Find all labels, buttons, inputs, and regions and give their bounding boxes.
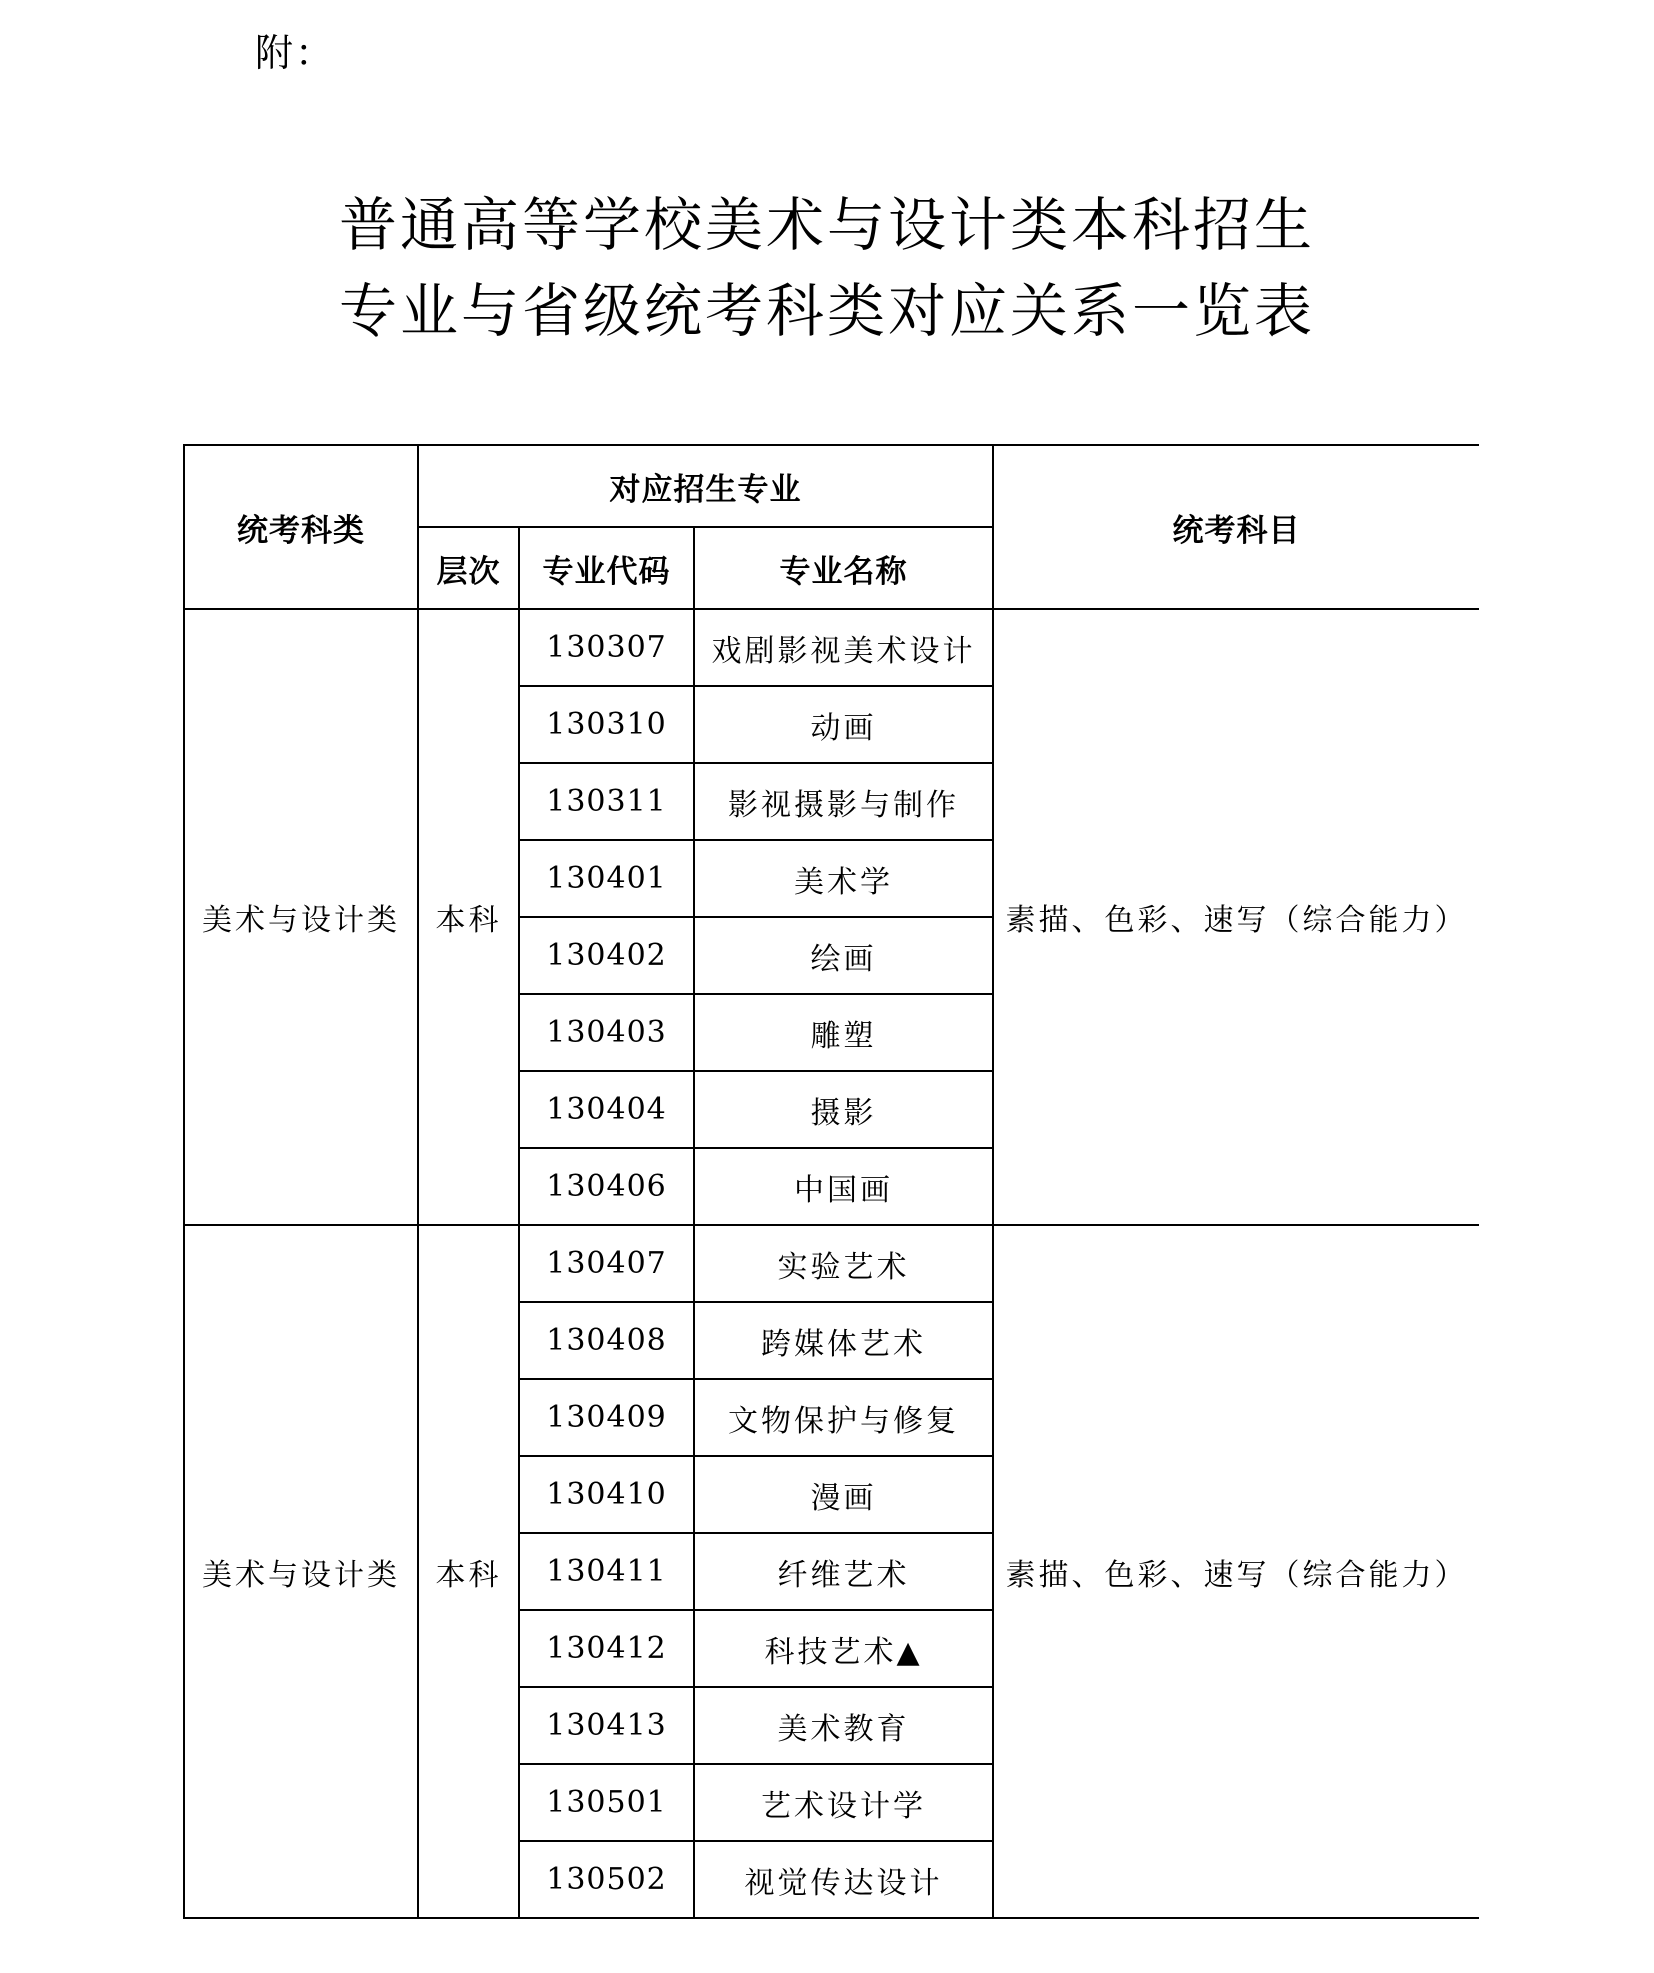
- major-code-cell: 130502: [519, 1841, 694, 1918]
- major-name-cell: 跨媒体艺术: [694, 1302, 993, 1379]
- header-level: 层次: [418, 527, 519, 609]
- major-code-cell: 130403: [519, 994, 694, 1071]
- header-category: 统考科类: [184, 445, 418, 609]
- major-name-cell: 纤维艺术: [694, 1533, 993, 1610]
- header-subjects: 统考科目: [993, 445, 1479, 609]
- mapping-table: [183, 444, 1479, 1919]
- major-code-cell: 130408: [519, 1302, 694, 1379]
- major-code-cell: 130406: [519, 1148, 694, 1225]
- major-code-cell: 130411: [519, 1533, 694, 1610]
- major-code-cell: 130409: [519, 1379, 694, 1456]
- document-title-line-2: 专业与省级统考科类对应关系一览表: [338, 277, 1315, 345]
- major-code-cell: 130402: [519, 917, 694, 994]
- major-name-cell: 影视摄影与制作: [694, 763, 993, 840]
- major-name-cell: 摄影: [694, 1071, 993, 1148]
- major-code-cell: 130310: [519, 686, 694, 763]
- mapping-table-container: [183, 444, 1479, 1928]
- major-name-cell: 戏剧影视美术设计: [694, 609, 993, 686]
- major-name-cell: 美术教育: [694, 1687, 993, 1764]
- major-code-cell: 130410: [519, 1456, 694, 1533]
- major-name-cell: 视觉传达设计: [694, 1841, 993, 1918]
- major-code-cell: 130401: [519, 840, 694, 917]
- major-name-cell: 美术学: [694, 840, 993, 917]
- major-name-cell: 雕塑: [694, 994, 993, 1071]
- major-name-cell: 中国画: [694, 1148, 993, 1225]
- header-code: 专业代码: [519, 527, 694, 609]
- table-row: [184, 1225, 1479, 1302]
- major-code-cell: 130412: [519, 1610, 694, 1687]
- level-cell: 本科: [418, 609, 519, 1225]
- major-code-cell: 130413: [519, 1687, 694, 1764]
- table-body: [184, 609, 1479, 1918]
- major-name-cell: 艺术设计学: [694, 1764, 993, 1841]
- level-cell: 本科: [418, 1225, 519, 1918]
- major-code-cell: 130307: [519, 609, 694, 686]
- major-code-cell: 130311: [519, 763, 694, 840]
- major-name-cell: 实验艺术: [694, 1225, 993, 1302]
- major-name-cell: 科技艺术▲: [694, 1610, 993, 1687]
- table-row: [184, 609, 1479, 686]
- header-majors-group: 对应招生专业: [418, 445, 993, 527]
- document-title-line-1: 普通高等学校美术与设计类本科招生: [338, 191, 1315, 259]
- major-code-cell: 130404: [519, 1071, 694, 1148]
- major-code-cell: 130501: [519, 1764, 694, 1841]
- subjects-cell: 素描、色彩、速写（综合能力）: [993, 609, 1479, 1225]
- major-name-cell: 漫画: [694, 1456, 993, 1533]
- category-cell: 美术与设计类: [184, 1225, 418, 1918]
- major-code-cell: 130407: [519, 1225, 694, 1302]
- subjects-cell: 素描、色彩、速写（综合能力）: [993, 1225, 1479, 1918]
- category-cell: 美术与设计类: [184, 609, 418, 1225]
- major-name-cell: 绘画: [694, 917, 993, 994]
- header-name: 专业名称: [694, 527, 993, 609]
- attachment-label: 附：: [255, 31, 336, 75]
- major-name-cell: 文物保护与修复: [694, 1379, 993, 1456]
- major-name-cell: 动画: [694, 686, 993, 763]
